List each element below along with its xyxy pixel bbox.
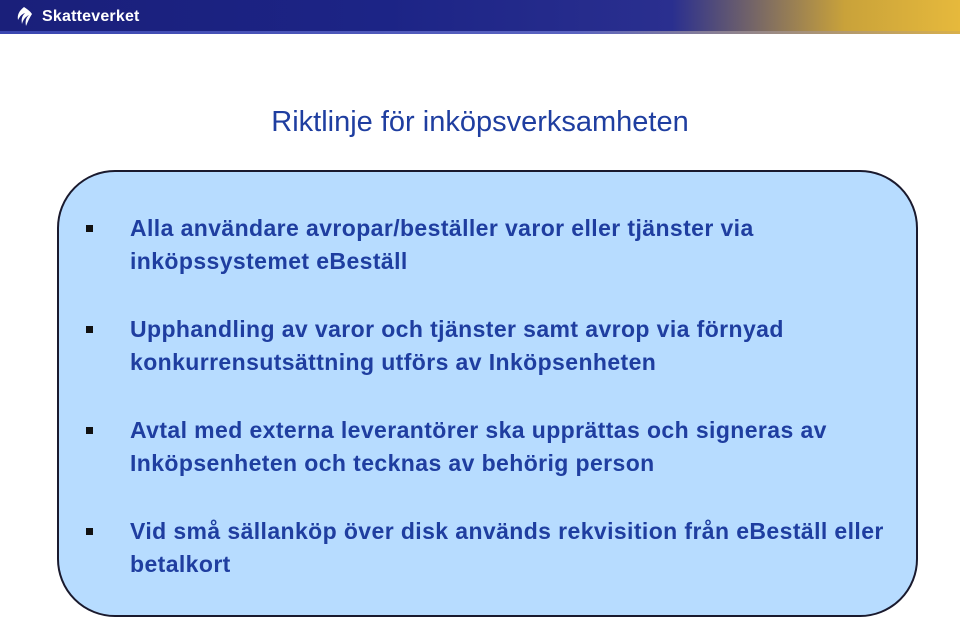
- list-item: [80, 212, 900, 278]
- square-bullet-icon: [86, 326, 93, 333]
- list-item: [80, 414, 900, 480]
- bullet-text: Upphandling av varor och tjänster samt avrop via förnyad konkurrensutsättning utförs av Inköpsenheten: [130, 316, 784, 375]
- header-rule: [0, 31, 960, 34]
- bullet-text: Alla användare avropar/beställer varor eller tjänster via inköpssystemet eBeställ: [130, 215, 754, 274]
- skatteverket-logo-icon: [12, 5, 36, 29]
- bullet-list: [80, 212, 900, 616]
- list-item: [80, 515, 900, 581]
- bullet-text: Avtal med externa leverantörer ska upprättas och signeras av Inköpsenheten och tecknas av behörig person: [130, 417, 827, 476]
- slide-title: Riktlinje för inköpsverksamheten: [271, 106, 689, 138]
- bullet-text: Vid små sällanköp över disk används rekvisition från eBeställ eller betalkort: [130, 518, 884, 577]
- brand-logo: [12, 5, 140, 29]
- brand-name: Skatteverket: [42, 8, 140, 25]
- square-bullet-icon: [86, 528, 93, 535]
- header-bar: [0, 0, 960, 34]
- square-bullet-icon: [86, 427, 93, 434]
- list-item: [80, 313, 900, 379]
- square-bullet-icon: [86, 225, 93, 232]
